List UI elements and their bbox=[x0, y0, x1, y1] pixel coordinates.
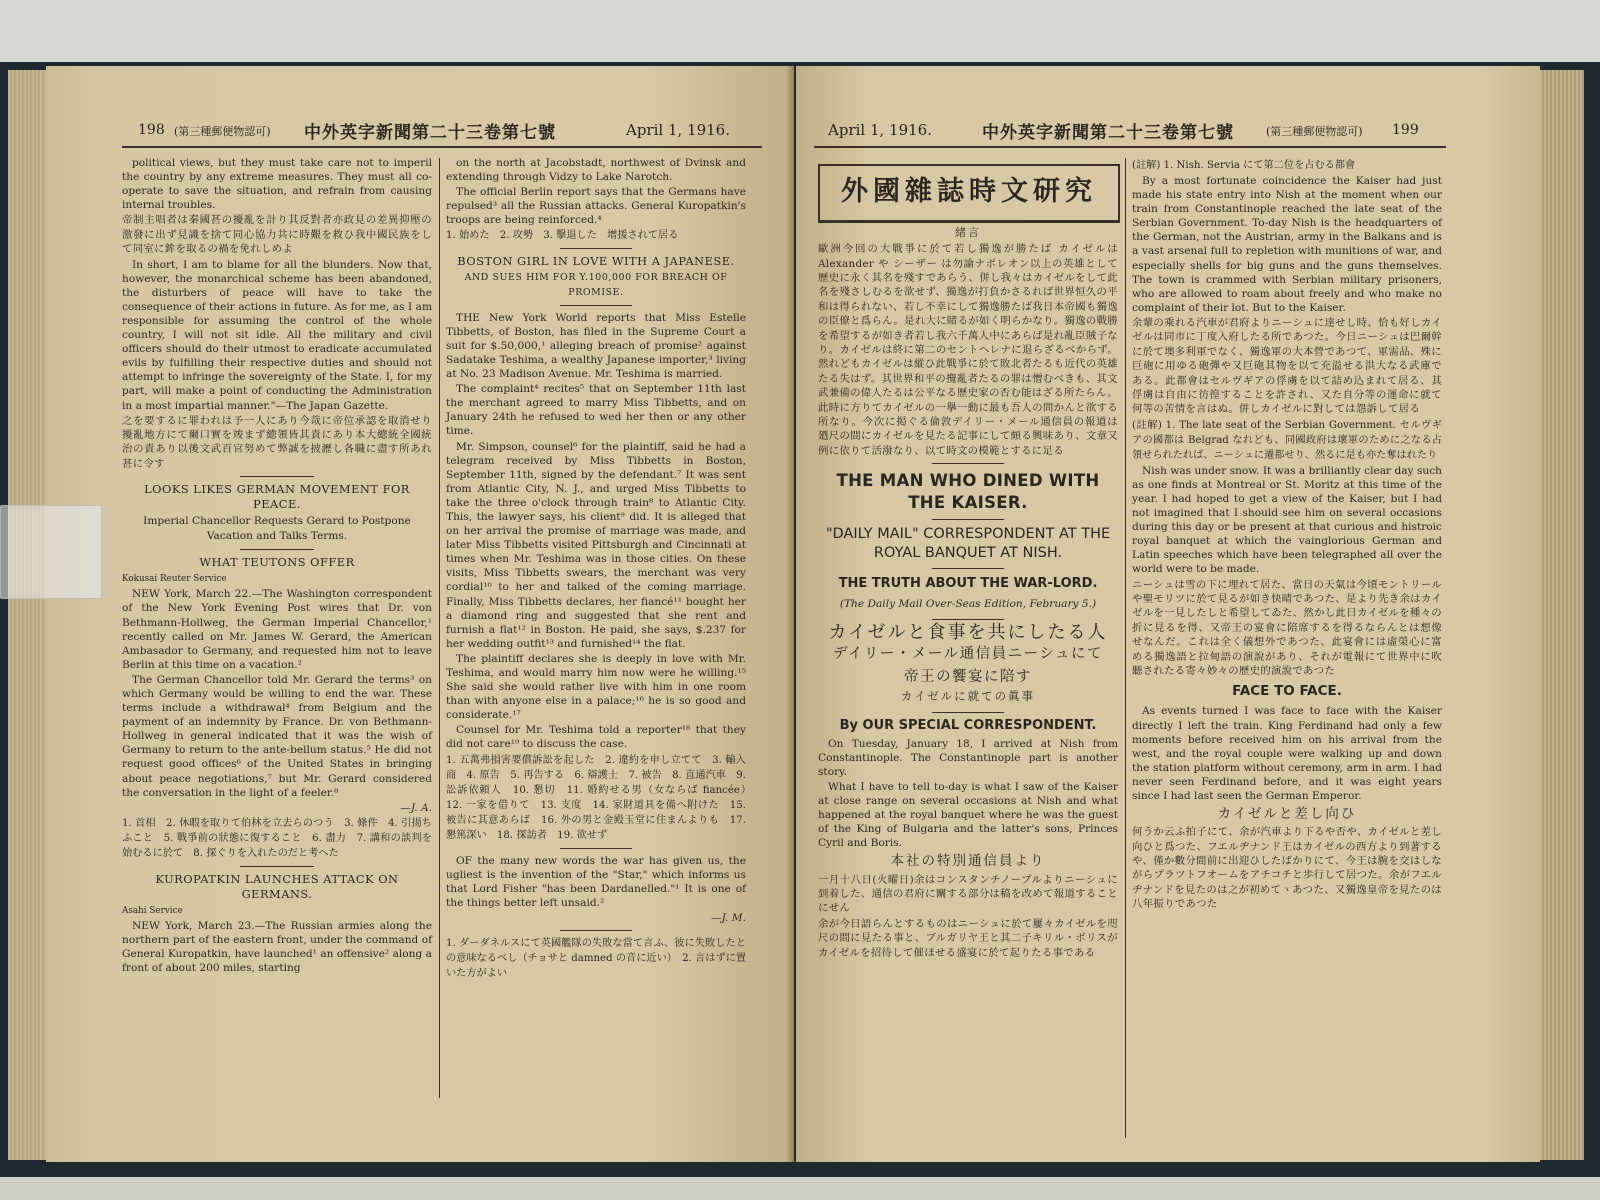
paragraph: OF the many new words the war has given us, the ugliest is the invention of the "Star," which informs us that Lord Fisher "has been Dardanelled."¹ It is one of the things better left unsaid.² bbox=[446, 854, 746, 909]
header-rule bbox=[122, 146, 762, 148]
divider bbox=[560, 305, 632, 306]
divider bbox=[932, 519, 1004, 520]
paragraph: What I have to tell to-day is what I saw of the Kaiser at close range on several occasions at Nish and what happened at the royal banquet where he was the guest of the King of Bulgaria and the latter's sons, Princes Cyril and Boris. bbox=[818, 780, 1118, 850]
japanese-translation: 帝制主唱者は秦國甚の擾亂を計り其反對者亦政見の差異抑壓の激發に出ず見識を捨て同心協力共に時艱を救ひ我中國民族をして同室に鉾を取るの禍を免れしめよ bbox=[122, 214, 432, 256]
issue-date: April 1, 1916. bbox=[626, 121, 730, 139]
annotation: (註解) 1. The late seat of the Serbian Government. セルヴギアの國都は Belgrad なれども、同國政府は壞軍のために之なる占領せられたれば、ニーシュに遷都せり、然るに是も亦た奪はれたり bbox=[1132, 419, 1442, 461]
left-page-column-2 bbox=[446, 156, 757, 982]
paragraph: political views, but they must take care not to imperil the country by any extreme measures. They must all co-operate to save the situation, and refrain from causing internal troubles. bbox=[122, 157, 432, 212]
feature-title: THE MAN WHO DINED WITH THE KAISER. bbox=[836, 471, 1100, 513]
japanese-translation: 何うか云ふ拍子にて、余が汽車より下るや否や、カイゼルと差し向ひと爲つた、フエルヂナンド王はカイゼルの西方より到著するや、僅か數分間前に出迎ひしたばかりにて、今王は腕を交はしながらプラツトフオームをアチコチと歩行して居つた。余がフエルヂナンドを見たのは之が初めてヽあつた、又獨逸皇帝を見たのは八年振りであつた bbox=[1132, 826, 1442, 911]
journal-title: 中外英字新聞第二十三卷第七號 bbox=[982, 123, 1234, 143]
divider bbox=[932, 568, 1004, 569]
postal-permit: (第三種郵便物認可) bbox=[1266, 125, 1363, 138]
japanese-heading: カイゼルと差し向ひ bbox=[1217, 806, 1357, 823]
divider bbox=[932, 463, 1004, 464]
source-citation: (The Daily Mail Over-Seas Edition, February 5.) bbox=[839, 598, 1097, 611]
paragraph: Mr. Simpson, counsel⁶ for the plaintiff, said he had a telegram received by Miss Tibbetts in Boston, September 11th, signed by the defendant.⁷ It was sent from Atlantic City, N. J., and urged Miss Tibbetts to take the three o'clock through train⁸ to Atlantic City. This, the lawyer says, his client⁹ did. It is alleged that on her arrival the promise of marriage was made, and later Miss Tibbetts visited Pittsburgh and Cincinnati at times when Mr. Teshima was in those cities. On these visits, Miss Tibbetts swears, the merchant was very cordial¹⁰ to her and talked of the coming marriage. Finally, Miss Tibbetts declares, her fiancé¹¹ bought her a diamond ring and suggested that she rent and furnish a flat¹² in Boston. He paid, she says, $.237 for her wedding outfit¹³ and furnished¹⁴ the flat. bbox=[446, 440, 746, 650]
divider bbox=[932, 712, 1004, 713]
right-page-header bbox=[796, 118, 1540, 144]
left-page bbox=[46, 66, 794, 1162]
japanese-translation: 余輩の乘れる汽車が君府よりニーシュに達せし時、恰も好しカイゼルは同市に丁度入府したる所であつた。今日ニーシュは巴爾幹に於て墺多利軍でなく、獨逸軍の大本營であつて、軍需品、殊に巨砲に用ゆる砲彈や又巨砲其物を以て充溢せる洪大なる武庫である。此都會はセルヴギアの俘虜を以て詰め込まれて居る、其俘虜は自由に彷徨することを許され、又た自分等の運命に就て何等の苦情を言はぬ。併しカイゼルに對しては怨訴して居る bbox=[1132, 316, 1442, 416]
signature: —J. A. bbox=[400, 801, 432, 814]
right-page-column-2 bbox=[1132, 158, 1442, 913]
divider bbox=[240, 866, 314, 867]
paragraph: On Tuesday, January 18, I arrived at Nish from Constantinople. The Constantinople part is another story. bbox=[818, 737, 1118, 778]
paragraph: The official Berlin report says that the Germans have repulsed³ all the Russian attacks. General Kuropatkin's troops are being reinforced.⁴ bbox=[446, 186, 746, 227]
japanese-subtitle: 帝王の饗宴に陪す bbox=[904, 669, 1032, 686]
japanese-translation: 一月十八日(火曜日)余はコンスタンチノープルよりニーシュに到着した、通信の君府に關する部分は稿を改めて報道することにせん bbox=[818, 873, 1118, 915]
footnotes: 1. 五萬弗損害要償訴訟を起した 2. 違約を申し立てて 3. 輸入商 4. 原告 5. 再告する 6. 辯護士 7. 被告 8. 直通汽車 9. 訟訴依頼人 10. 懇切 11. 婚約せる男（女ならば fiancée） 12. 一家を借りて 13. 支度 14. 家財道具を備へ附けた 15. 被告に其意あらば 16. 外の男と金殿玉堂に住まんよりも 17. 懇篤深い 18. 探訪者 19. 欲せず bbox=[446, 754, 757, 841]
japanese-translation: 余が今日語らんとするものはニーシュに於て屢々カイゼルを咫尺の間に見たる事と、ブルガリヤ王と其二子キリル・ボリスがカイゼルを招待して催ほせる盛宴に於て起りたる事である bbox=[818, 917, 1118, 959]
header-rule bbox=[814, 146, 1446, 148]
paragraph: Counsel for Mr. Teshima told a reporter¹⁸ that they did not care¹⁹ to discuss the case. bbox=[446, 724, 746, 751]
article-subheadline: AND SUES HIM FOR Y.100,000 FOR BREACH OF PROMISE. bbox=[464, 272, 728, 298]
right-page-edges bbox=[1540, 70, 1584, 1160]
japanese-introduction: 歐洲今回の大戰爭に於て若し獨逸が勝たば カイゼルは Alexander や シーザー は勿論ナポレオン以上の英雄として歷史に永く其名を殘すであらう、併し我々はカイゼルをして此名を殘さしむるを欲せず、獨逸が打負かさるれば世界恒久の平和は得られない、若し不幸にして獨逸勝たば我日本帝國も獨逸の臣僚と爲らん。是れ大に睹るが如く明らかなり。獨逸の戰勝を希望するが如き者若し我六千萬人中にあらば是れ亂臣賊子なり。カイゼルは終に第二のセントヘレナに退らざるべからず。然れどもカイゼルは縱ひ此戰爭に於て敗北者たるも近代の英雄たる失はず。其世界和平の攪亂者たるの罪は憎むべきも、其文武兼備の偉人たるは公平なる歷史家の否む能はざる所たらん。此時に方りてカイゼルの一擧一動に最も吾人の問かんと欲する所なり。今次に掲ぐる倫敦デイリー・メール通信員の報道は 廼尺の間にカイゼルを見たる記事にして頗る興味あり、文章又例に依りて活潑なり、以て時文の模範とするに足る bbox=[818, 243, 1118, 457]
japanese-heading: 本社の特別通信員より bbox=[890, 853, 1046, 870]
article-headline: BOSTON GIRL IN LOVE WITH A JAPANESE. bbox=[457, 254, 735, 269]
issue-date: April 1, 1916. bbox=[828, 121, 932, 139]
article-headline: LOOKS LIKES GERMAN MOVEMENT FOR PEACE. bbox=[144, 482, 410, 512]
byline: By OUR SPECIAL CORRESPONDENT. bbox=[839, 717, 1097, 733]
footnotes: 1. 始めた 2. 攻勢 3. 擊退した 增援されて居る bbox=[446, 230, 679, 242]
divider bbox=[560, 248, 632, 249]
column-divider bbox=[439, 158, 440, 1098]
intro-heading: 緒言 bbox=[955, 226, 981, 239]
feature-tagline: THE TRUTH ABOUT THE WAR-LORD. bbox=[838, 576, 1098, 592]
paragraph: As events turned I was face to face with the Kaiser directly I left the train. King Ferdinand had only a few moments before received him on his arrival from the west, and the royal couple were walking up and down the station platform without ceremony, arm in arm. I had never seen Ferdinand before, and it was eight years since I had last seen the German Emperor. bbox=[1132, 705, 1442, 803]
right-page bbox=[796, 66, 1540, 1162]
news-service: Asahi Service bbox=[122, 905, 183, 916]
signature: —J. M. bbox=[711, 911, 746, 924]
japanese-translation: 之を要するに罪われは予一人にあり今哉に帝位承認を取消せり擾亂地方にて爾口實を竣まず總領皆其責にあり本大總統全國統治の責あり以後文武百官努めて弊誠を披瀝し各職に盡す所あれ甚に令す bbox=[122, 414, 432, 470]
left-page-column-1 bbox=[122, 156, 432, 976]
article-subheadline: Imperial Chancellor Requests Gerard to Postpone Vacation and Talks Terms. bbox=[143, 515, 411, 543]
article-headline: KUROPATKIN LAUNCHES ATTACK ON GERMANS. bbox=[155, 871, 399, 901]
page-number: 199 bbox=[1392, 122, 1419, 138]
paragraph: NEW York, March 22.—The Washington correspondent of the New York Evening Post wires that Dr. von Bethmann-Hollweg, the German Imperial Chancellor,¹ recently called on Mr. James W. Gerard, the American Ambasador to Germany, and requested him not to leave Berlin at this time on a vacation.² bbox=[122, 588, 432, 671]
paragraph: Nish was under snow. It was a brilliantly clear day such as one finds at Montreal or St. Moritz at this time of the year. I had hoped to get a view of the Kaiser, but I had not imagined that I should see him on several occasions during this day or be present at that curious and histroic royal banquet at which the vainglorious German and Latin speeches which have been telegraphed all over the world were to be made. bbox=[1132, 464, 1442, 576]
left-page-header bbox=[46, 118, 794, 144]
journal-title: 中外英字新聞第二十三卷第七號 bbox=[304, 123, 556, 143]
section-title-box bbox=[818, 164, 1120, 223]
page-clip bbox=[0, 505, 102, 599]
postal-permit: (第三種郵便物認可) bbox=[174, 125, 271, 138]
divider bbox=[932, 619, 1004, 620]
news-service: Kokusai Reuter Service bbox=[122, 574, 227, 585]
paragraph: By a most fortunate coincidence the Kaiser had just made his state entry into Nish at the moment when our train from Constantinople reached the late seat of the Serbian Government. To-day Nish is the headquarters of the German, not the Austrian, army in the Balkans and is a vast arsenal full to repletion with munitions of war, and especially shells for big guns and the guns themselves. The town is crammed with Serbian military prisoners, who are allowed to roam about freely and who make no complaint of their lot. But to the Kaiser. bbox=[1132, 175, 1442, 314]
paragraph: The complaint⁴ recites⁵ that on September 11th last the merchant agreed to marry Miss Tibbetts, and on January 24th he refused to wed her then or any other time. bbox=[446, 383, 746, 438]
page-number: 198 bbox=[138, 122, 165, 138]
annotation: (註解) 1. Nish. Servia にて第二位を占むる都會 bbox=[1132, 160, 1356, 171]
section-heading: FACE TO FACE. bbox=[1232, 683, 1342, 700]
footnotes: 1. ダーダネルスにて英國艦隊の失敗な當て言ふ、彼に失敗したとの意味なるべし（チョサと damned の音に近い） 2. 言はずに置いた方がよい bbox=[446, 938, 746, 980]
divider bbox=[560, 930, 632, 931]
japanese-tagline: カイゼルに就ての眞事 bbox=[900, 689, 1036, 704]
divider bbox=[240, 476, 314, 477]
japanese-subtitle: デイリー・メール通信員ニーシュにて bbox=[832, 646, 1104, 663]
paragraph: THE New York World reports that Miss Estelle Tibbetts, of Boston, has filed in the Supreme Court a suit for $.50,000,¹ alleging breach of promise² against Sadatake Teshima, a wealthy Japanese importer,³ living at No. 23 Madison Avenue. Mr. Teshima is married. bbox=[446, 311, 746, 381]
right-page-column-1 bbox=[818, 226, 1118, 961]
japanese-translation: ニーシュは雪の下に埋れて居た、當日の天氣は今頃モントリールや聖モリツに於て見るが如き快晴であつた、是より先き余はカイゼルを一見したしと希望してゐた、然かし此日カイゼルを種々の折に見るを得、又帝王の宴會に陪席するを得るならんとは想像せなんだ。これは全く儀想外であつた、此宴會には虛榮心に富める獨逸語と拉甸語の演說があり、それが電報にて世界中に吹聽されたる寄々妙々の歷史的演說であつた bbox=[1132, 578, 1442, 677]
article-headline: WHAT TEUTONS OFFER bbox=[199, 555, 355, 570]
divider bbox=[240, 549, 314, 550]
feature-subtitle: "DAILY MAIL" CORRESPONDENT AT THE ROYAL BANQUET AT NISH. bbox=[825, 526, 1111, 562]
paragraph: In short, I am to blame for all the blunders. Now that, however, the monarchical scheme has been abandoned, the disturbers of peace will have to take the consequence of their actions in future. As for me, as I am responsible for assuming the control of the whole country, I will not sit idle. All the military and civil officers should do their utmost to eradicate accumulated evils by fulfilling their respective duties and should not attempt to infringe the sovereignty of the State. I, for my part, will make a point of conducting the Administration in a most impartial manner."—The Japan Gazette. bbox=[122, 258, 432, 412]
paragraph: The plaintiff declares she is deeply in love with Mr. Teshima, and would marry him now were he willing.¹⁵ She said she would rather live with him in one room than with anyone else in a palace;¹⁶ he is so good and considerate.¹⁷ bbox=[446, 652, 746, 722]
column-divider bbox=[1125, 158, 1126, 1138]
section-title: 外國雜誌時文研究 bbox=[841, 176, 1097, 207]
paragraph: NEW York, March 23.—The Russian armies along the northern part of the eastern front, under the command of General Kuropatkin, have launched¹ an offensive² along a front of about 200 miles, starting bbox=[122, 919, 432, 975]
japanese-title: カイゼルと食事を共にしたる人 bbox=[828, 622, 1108, 644]
divider bbox=[560, 848, 632, 849]
paragraph: on the north at Jacobstadt, northwest of Dvinsk and extending through Vidzy to Lake Narotch. bbox=[446, 157, 746, 184]
footnotes: 1. 首相 2. 休暇を取りて伯林を立去らのつう 3. 條件 4. 引揚ちふこと 5. 戰爭前の狀態に復すること 6. 盡力 7. 講和の談判を始むるに於て 8. 探ぐりを入れたのだと考へた bbox=[122, 817, 432, 859]
paragraph: The German Chancellor told Mr. Gerard the terms³ on which Germany would be willing to end the war. These terms include a withdrawal⁴ from Belgium and the payment of an indemnity by France. Dr. von Bethmann-Hollweg in general indicated that it was the wish of Germany to return to the ante-bellum status.⁵ He did not request good offices⁶ of the United States in bringing about peace negotiations,⁷ but Mr. Gerard considered the conversation in the light of a feeler.⁸ bbox=[122, 673, 432, 799]
